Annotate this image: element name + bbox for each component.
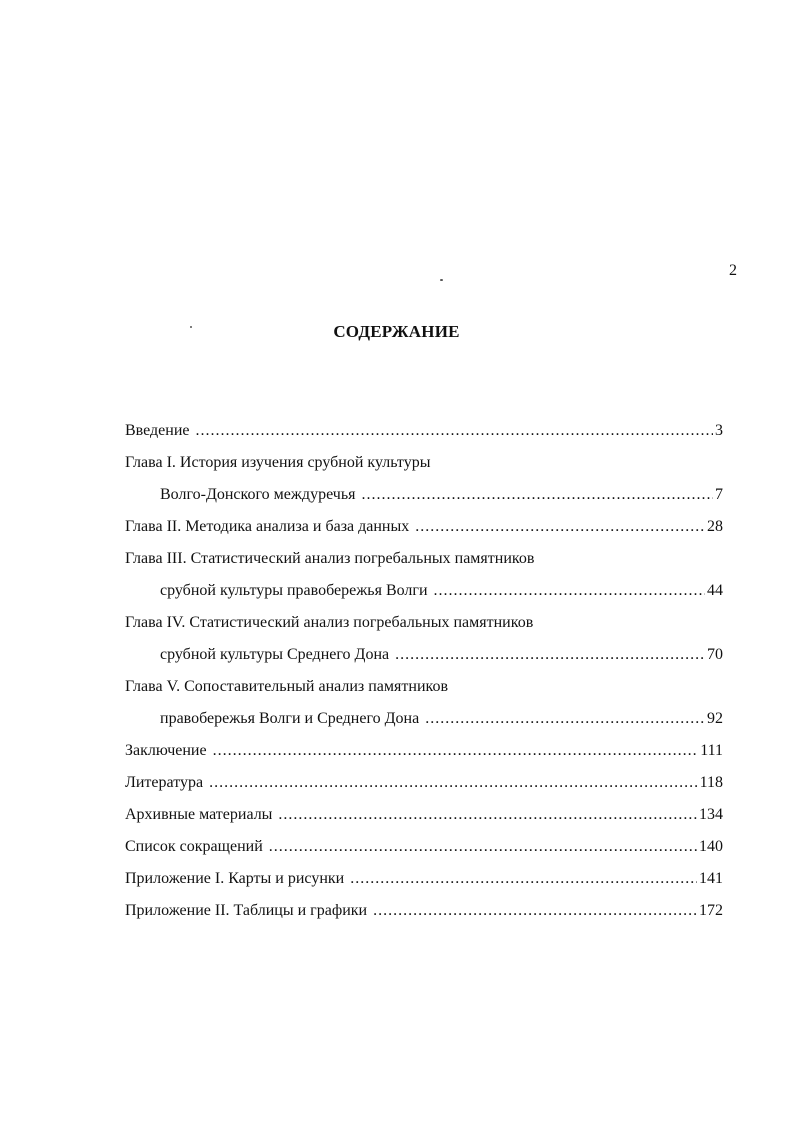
- page-number: 2: [729, 262, 737, 279]
- toc-entry-label: Список сокращений: [125, 838, 263, 855]
- toc-entry-page: 92: [707, 710, 723, 727]
- dot-leader: [361, 484, 713, 506]
- toc-entry-chapter-4[interactable]: [125, 612, 723, 644]
- dot-leader: [350, 868, 697, 890]
- toc-entry-archive-materials[interactable]: [125, 804, 723, 836]
- dot-leader: [425, 708, 705, 730]
- toc-entry-abbreviations[interactable]: [125, 836, 723, 868]
- toc-entry-appendix-1[interactable]: [125, 868, 723, 900]
- toc-entry-page: 3: [715, 422, 723, 439]
- page-title: СОДЕРЖАНИЕ: [333, 322, 460, 341]
- dot-leader: [196, 420, 714, 442]
- toc-entry-chapter-4-cont[interactable]: [125, 644, 723, 676]
- toc-entry-page: 44: [707, 582, 723, 599]
- toc-entry-chapter-2[interactable]: [125, 516, 723, 548]
- toc-entry-chapter-3-cont[interactable]: [125, 580, 723, 612]
- toc-entry-conclusion[interactable]: [125, 740, 723, 772]
- toc-entry-label: Литература: [125, 774, 204, 791]
- scan-speck: [440, 279, 443, 281]
- dot-leader: [269, 836, 697, 858]
- dot-leader: [209, 772, 698, 794]
- dot-leader: [213, 740, 699, 762]
- toc-entry-chapter-1[interactable]: [125, 452, 723, 484]
- toc-entry-introduction[interactable]: [125, 420, 723, 452]
- toc-entry-label: Волго-Донского междуречья: [160, 486, 356, 503]
- toc-entry-appendix-2[interactable]: [125, 900, 723, 932]
- toc-entry-chapter-5-cont[interactable]: [125, 708, 723, 740]
- toc-entry-label: правобережья Волги и Среднего Дона: [160, 710, 420, 727]
- toc-entry-page: 140: [699, 838, 723, 855]
- dot-leader: [415, 516, 705, 538]
- toc-entry-label: Заключение: [125, 742, 207, 759]
- toc-entry-label: Глава II. Методика анализа и база данных: [125, 518, 410, 535]
- toc-entry-page: 172: [699, 902, 723, 919]
- toc-entry-chapter-1-cont[interactable]: [125, 484, 723, 516]
- toc-entry-label: Глава IV. Статистический анализ погребальных памятников: [125, 614, 534, 631]
- table-of-contents: [125, 420, 723, 932]
- toc-entry-chapter-5[interactable]: [125, 676, 723, 708]
- toc-entry-page: 7: [715, 486, 723, 503]
- toc-entry-label: срубной культуры Среднего Дона: [160, 646, 390, 663]
- toc-entry-label: Глава V. Сопоставительный анализ памятников: [125, 678, 449, 695]
- toc-entry-page: 118: [699, 774, 723, 791]
- toc-entry-page: 28: [707, 518, 723, 535]
- toc-entry-chapter-3[interactable]: [125, 548, 723, 580]
- toc-entry-page: 70: [707, 646, 723, 663]
- toc-entry-label: Архивные материалы: [125, 806, 273, 823]
- toc-entry-page: 111: [700, 742, 723, 759]
- toc-entry-label: срубной культуры правобережья Волги: [160, 582, 428, 599]
- dot-leader: [278, 804, 697, 826]
- dot-leader: [434, 580, 705, 602]
- toc-entry-label: Приложение I. Карты и рисунки: [125, 870, 345, 887]
- dot-leader: [395, 644, 705, 666]
- dot-leader: [373, 900, 697, 922]
- toc-entry-literature[interactable]: [125, 772, 723, 804]
- toc-entry-label: Введение: [125, 422, 190, 439]
- toc-entry-label: Глава I. История изучения срубной культуры: [125, 454, 431, 471]
- toc-entry-page: 134: [699, 806, 723, 823]
- toc-entry-page: 141: [699, 870, 723, 887]
- toc-entry-label: Приложение II. Таблицы и графики: [125, 902, 368, 919]
- toc-entry-label: Глава III. Статистический анализ погребальных памятников: [125, 550, 535, 567]
